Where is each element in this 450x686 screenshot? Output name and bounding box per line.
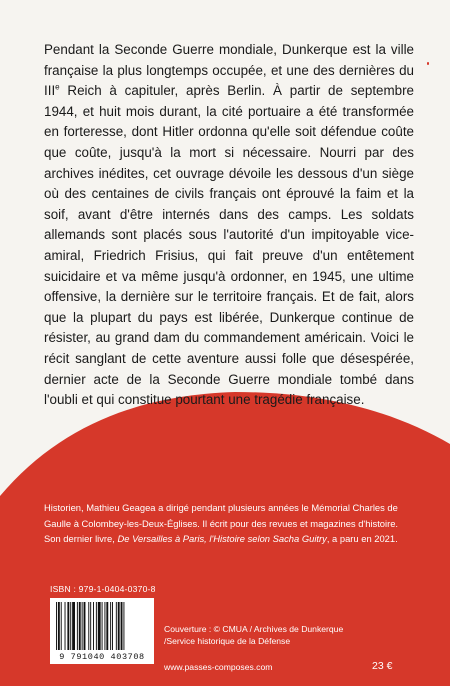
barcode-digits: 9 791040 403708 <box>59 652 145 662</box>
barcode <box>50 598 154 664</box>
back-cover-blurb <box>44 40 414 411</box>
credits-line-2: /Service historique de la Défense <box>164 635 291 646</box>
bio-text: Historien, Mathieu Geagea a dirigé pendant plusieurs années le Mémorial Charles de Gaulle à Colombey-les-Deux-Églises. Il écrit pour des revues et magazines d'histoire. Son dernier livre, <box>44 502 399 545</box>
decorative-dot <box>427 62 429 65</box>
cover-credits <box>164 624 343 648</box>
blurb-text-rest: Reich à capituler, après Berlin. À partir de septembre 1944, et huit mois durant, la cité portuaire a été transformée en forteresse, dont Hitler ordonna qu'elle soit défendue coûte que coûte, jusqu'à la mort si nécessaire. Nourri par des archives inédites, cet ouvrage dévoile les dessous d'un siège où des centaines de civils français ont éprouvé la faim et la soif, avant d'être internés dans des camps. Les soldats allemands sont placés sous l'autorité d'un impitoyable vice-amiral, Friedrich Frisius, qui fait preuve d'un entêtement suicidaire et va même jusqu'à ordonner, en 1945, une ultime offensive, la dernière sur le territoire français. Et de fait, alors que la plupart du pays est libérée, Dunkerque continue de résister, au grand dam du commandement américain. Voici le récit sanglant de cette aventure aussi folle que désespérée, dernier acte de la Seconde Guerre mondiale tombé dans l'oubli et qui constitue pourtant une tragédie française. <box>44 83 414 408</box>
price-label: 23 € <box>372 660 393 672</box>
bio-text-end: , a paru en 2021. <box>326 533 398 545</box>
publisher-website: www.passes-composes.com <box>164 662 273 672</box>
author-bio <box>44 500 416 547</box>
isbn-label: ISBN : 979-1-0404-0370-8 <box>50 584 156 594</box>
blurb-superscript: e <box>55 82 60 92</box>
bio-book-title: De Versailles à Paris, l'Histoire selon Sacha Guitry <box>117 533 327 545</box>
credits-line-1: Couverture : © CMUA / Archives de Dunkerque <box>164 624 344 634</box>
barcode-bars <box>54 602 150 650</box>
blurb-text-start: Pendant la Seconde Guerre mondiale, Dunkerque est la ville française la plus longtemps occupée, et une des dernières du III <box>44 42 414 99</box>
